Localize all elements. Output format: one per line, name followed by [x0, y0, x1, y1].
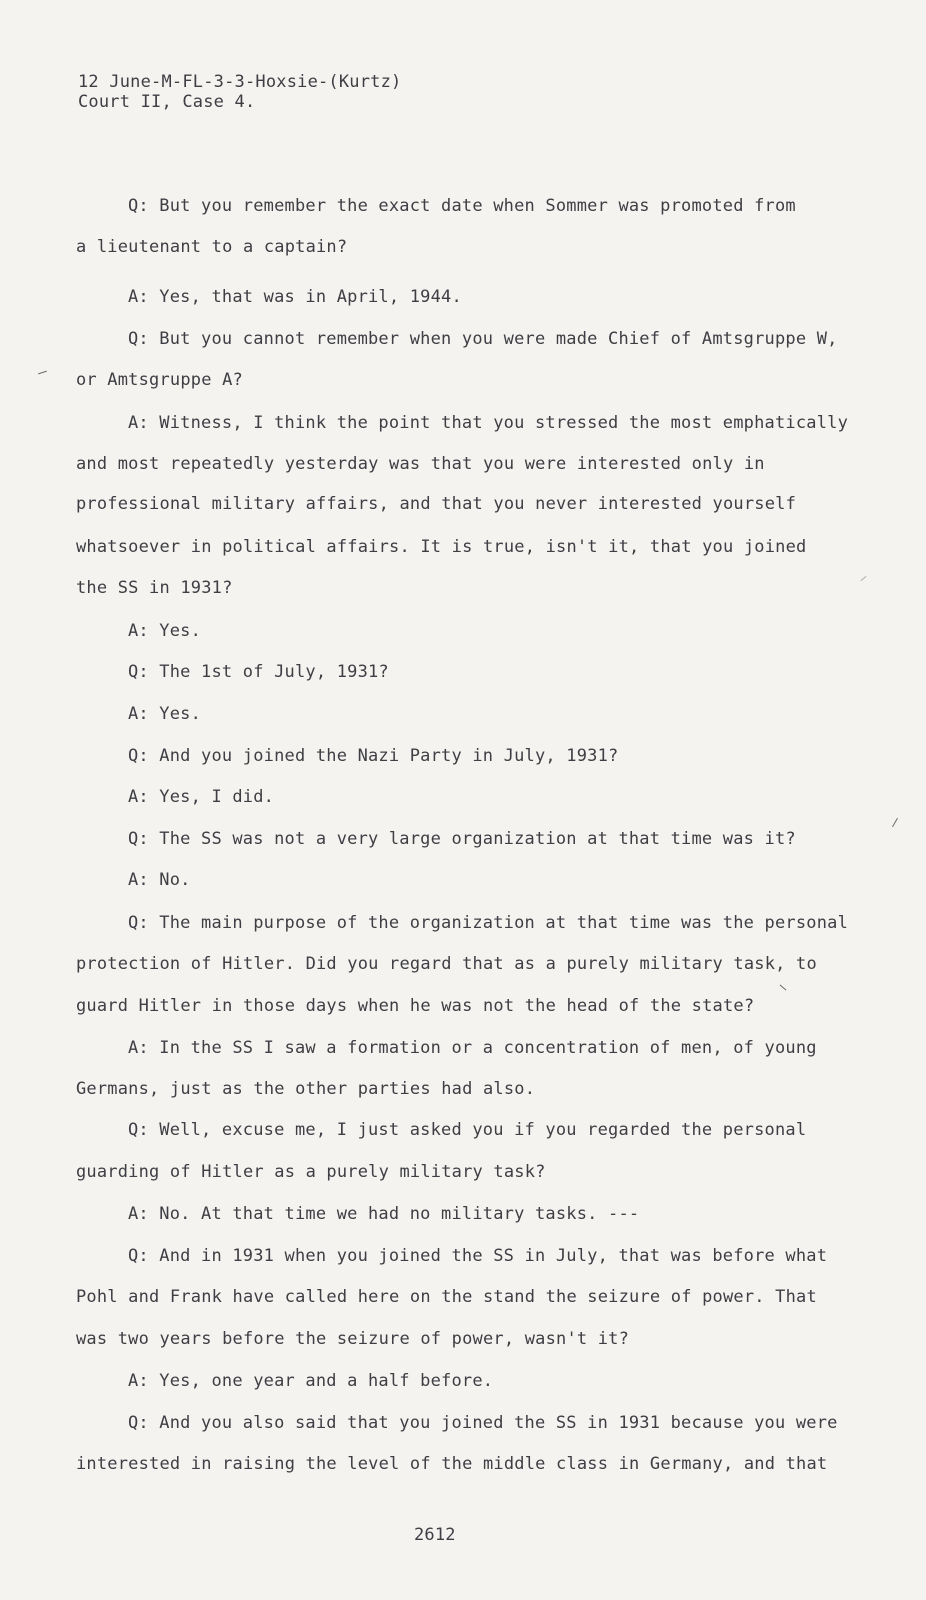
transcript-line: professional military affairs, and that you never interested yourself: [76, 494, 797, 514]
transcript-line: guarding of Hitler as a purely military task?: [76, 1162, 546, 1182]
margin-mark: [38, 371, 47, 375]
transcript-line: Q: The SS was not a very large organization at that time was it?: [128, 829, 796, 849]
transcript-line: Q: And you joined the Nazi Party in July, 1931?: [128, 746, 619, 766]
transcript-line: Q: The main purpose of the organization at that time was the personal: [128, 913, 849, 933]
transcript-line: Q: But you remember the exact date when Sommer was promoted from: [128, 196, 796, 216]
margin-mark: [892, 818, 898, 827]
transcript-line: a lieutenant to a captain?: [76, 237, 348, 257]
transcript-line: A: Yes, that was in April, 1944.: [128, 287, 462, 307]
transcript-line: or Amtsgruppe A?: [76, 370, 243, 390]
transcript-line: interested in raising the level of the middle class in Germany, and that: [76, 1454, 828, 1474]
transcript-line: Germans, just as the other parties had also.: [76, 1079, 536, 1099]
transcript-line: Q: The 1st of July, 1931?: [128, 662, 389, 682]
transcript-line: A: No. At that time we had no military tasks. ---: [128, 1204, 640, 1224]
transcript-line: protection of Hitler. Did you regard that as a purely military task, to: [76, 954, 817, 974]
transcript-line: whatsoever in political affairs. It is true, isn't it, that you joined: [76, 537, 807, 557]
page-number: 2612: [414, 1525, 456, 1545]
transcript-line: and most repeatedly yesterday was that you were interested only in: [76, 454, 765, 474]
transcript-line: guard Hitler in those days when he was not the head of the state?: [76, 996, 755, 1016]
transcript-line: Q: And in 1931 when you joined the SS in July, that was before what: [128, 1246, 828, 1266]
header-line-1: 12 June-M-FL-3-3-Hoxsie-(Kurtz): [78, 72, 402, 92]
transcript-line: A: No.: [128, 870, 191, 890]
transcript-line: A: Yes, I did.: [128, 787, 275, 807]
header-line-2: Court II, Case 4.: [78, 92, 256, 112]
transcript-line: A: Yes.: [128, 704, 202, 724]
transcript-line: Q: But you cannot remember when you were made Chief of Amtsgruppe W,: [128, 329, 838, 349]
margin-mark: [780, 985, 787, 991]
transcript-line: A: Witness, I think the point that you stressed the most emphatically: [128, 413, 849, 433]
transcript-line: A: In the SS I saw a formation or a concentration of men, of young: [128, 1038, 817, 1058]
transcript-line: the SS in 1931?: [76, 578, 233, 598]
margin-mark: [860, 576, 866, 581]
transcript-line: Pohl and Frank have called here on the stand the seizure of power. That: [76, 1287, 817, 1307]
transcript-line: A: Yes, one year and a half before.: [128, 1371, 494, 1391]
transcript-line: A: Yes.: [128, 621, 202, 641]
transcript-line: was two years before the seizure of power, wasn't it?: [76, 1329, 630, 1349]
transcript-line: Q: And you also said that you joined the SS in 1931 because you were: [128, 1413, 838, 1433]
transcript-line: Q: Well, excuse me, I just asked you if you regarded the personal: [128, 1120, 807, 1140]
